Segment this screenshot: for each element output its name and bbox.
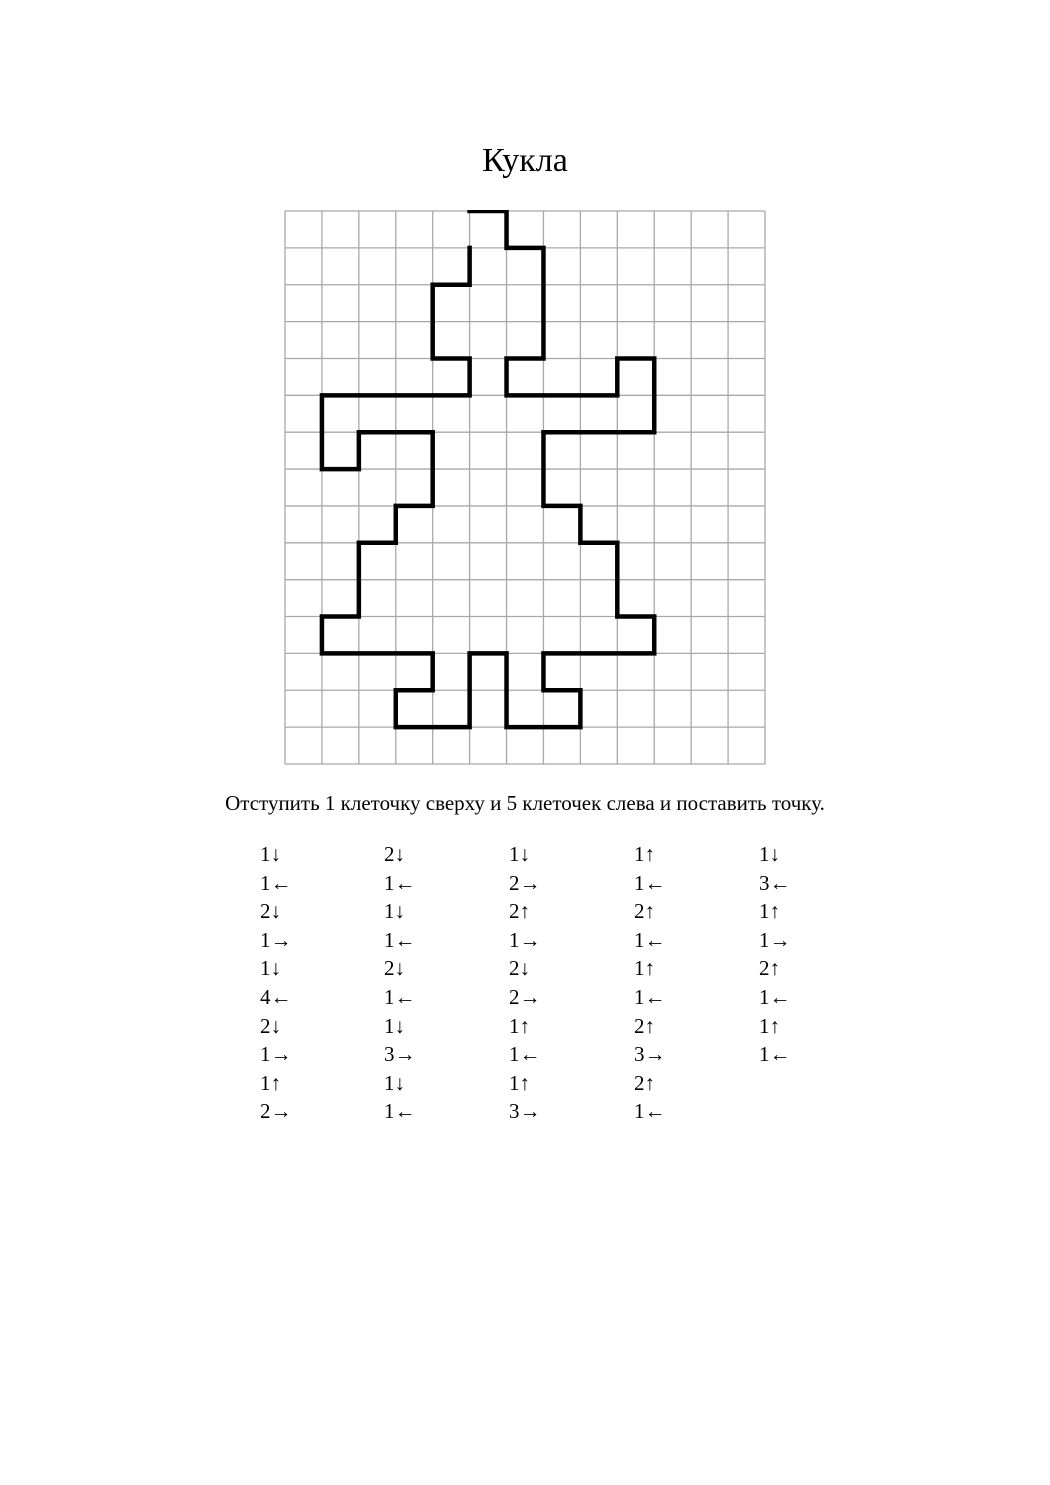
direction-step: 1→ [509, 927, 541, 952]
page-title: Кукла [482, 142, 568, 179]
direction-step: 3→ [634, 1042, 666, 1067]
directions-column [509, 840, 541, 1126]
direction-step: 3→ [384, 1042, 416, 1067]
direction-step: 1← [384, 1099, 416, 1124]
direction-step: 1↓ [759, 842, 780, 866]
direction-step: 2↓ [384, 956, 405, 981]
direction-step: 1↓ [509, 842, 530, 866]
direction-step: 1← [384, 927, 416, 952]
direction-step: 1↓ [260, 842, 281, 866]
direction-step: 2↓ [509, 956, 530, 981]
directions-column [384, 840, 416, 1126]
directions-column [759, 840, 791, 1069]
direction-step: 1← [384, 984, 416, 1009]
direction-step: 1↑ [759, 899, 780, 924]
direction-step: 1← [759, 1042, 791, 1067]
directions-column [260, 840, 292, 1126]
instruction-text: Отступить 1 клеточку сверху и 5 клеточек слева и поставить точку. [225, 791, 825, 815]
direction-step: 1↑ [634, 956, 655, 981]
direction-step: 3→ [509, 1099, 541, 1124]
grid-area [284, 210, 766, 765]
direction-step: 1↓ [384, 899, 405, 924]
direction-step: 1↓ [384, 1070, 405, 1095]
direction-step: 1← [634, 927, 666, 952]
direction-step: 2↑ [634, 1070, 655, 1095]
direction-step: 1↑ [260, 1070, 281, 1095]
direction-step: 3← [759, 870, 791, 895]
direction-step: 1← [384, 870, 416, 895]
direction-step: 1→ [260, 1042, 292, 1067]
direction-step: 1← [634, 984, 666, 1009]
direction-step: 2→ [260, 1099, 292, 1124]
direction-step: 2→ [509, 984, 541, 1009]
directions-column [634, 840, 666, 1126]
direction-step: 4← [260, 984, 292, 1009]
direction-step: 1↓ [384, 1013, 405, 1038]
direction-step: 1← [634, 870, 666, 895]
direction-step: 1← [759, 984, 791, 1009]
direction-step: 1→ [260, 927, 292, 952]
direction-step: 2↓ [384, 842, 405, 866]
direction-step: 1→ [759, 927, 791, 952]
direction-step: 1↑ [759, 1013, 780, 1038]
direction-step: 1← [634, 1099, 666, 1124]
direction-step: 1↑ [509, 1013, 530, 1038]
direction-step: 2↓ [260, 899, 281, 924]
direction-step: 2↑ [509, 899, 530, 924]
direction-step: 1↑ [509, 1070, 530, 1095]
direction-step: 2↑ [634, 899, 655, 924]
direction-step: 2↑ [634, 1013, 655, 1038]
direction-step: 1↑ [634, 842, 655, 866]
direction-step: 2→ [509, 870, 541, 895]
direction-step: 1↓ [260, 956, 281, 981]
direction-step: 2↑ [759, 956, 780, 981]
grid-drawing [284, 210, 766, 765]
direction-step: 1← [509, 1042, 541, 1067]
direction-step: 1← [260, 870, 292, 895]
direction-step: 2↓ [260, 1013, 281, 1038]
